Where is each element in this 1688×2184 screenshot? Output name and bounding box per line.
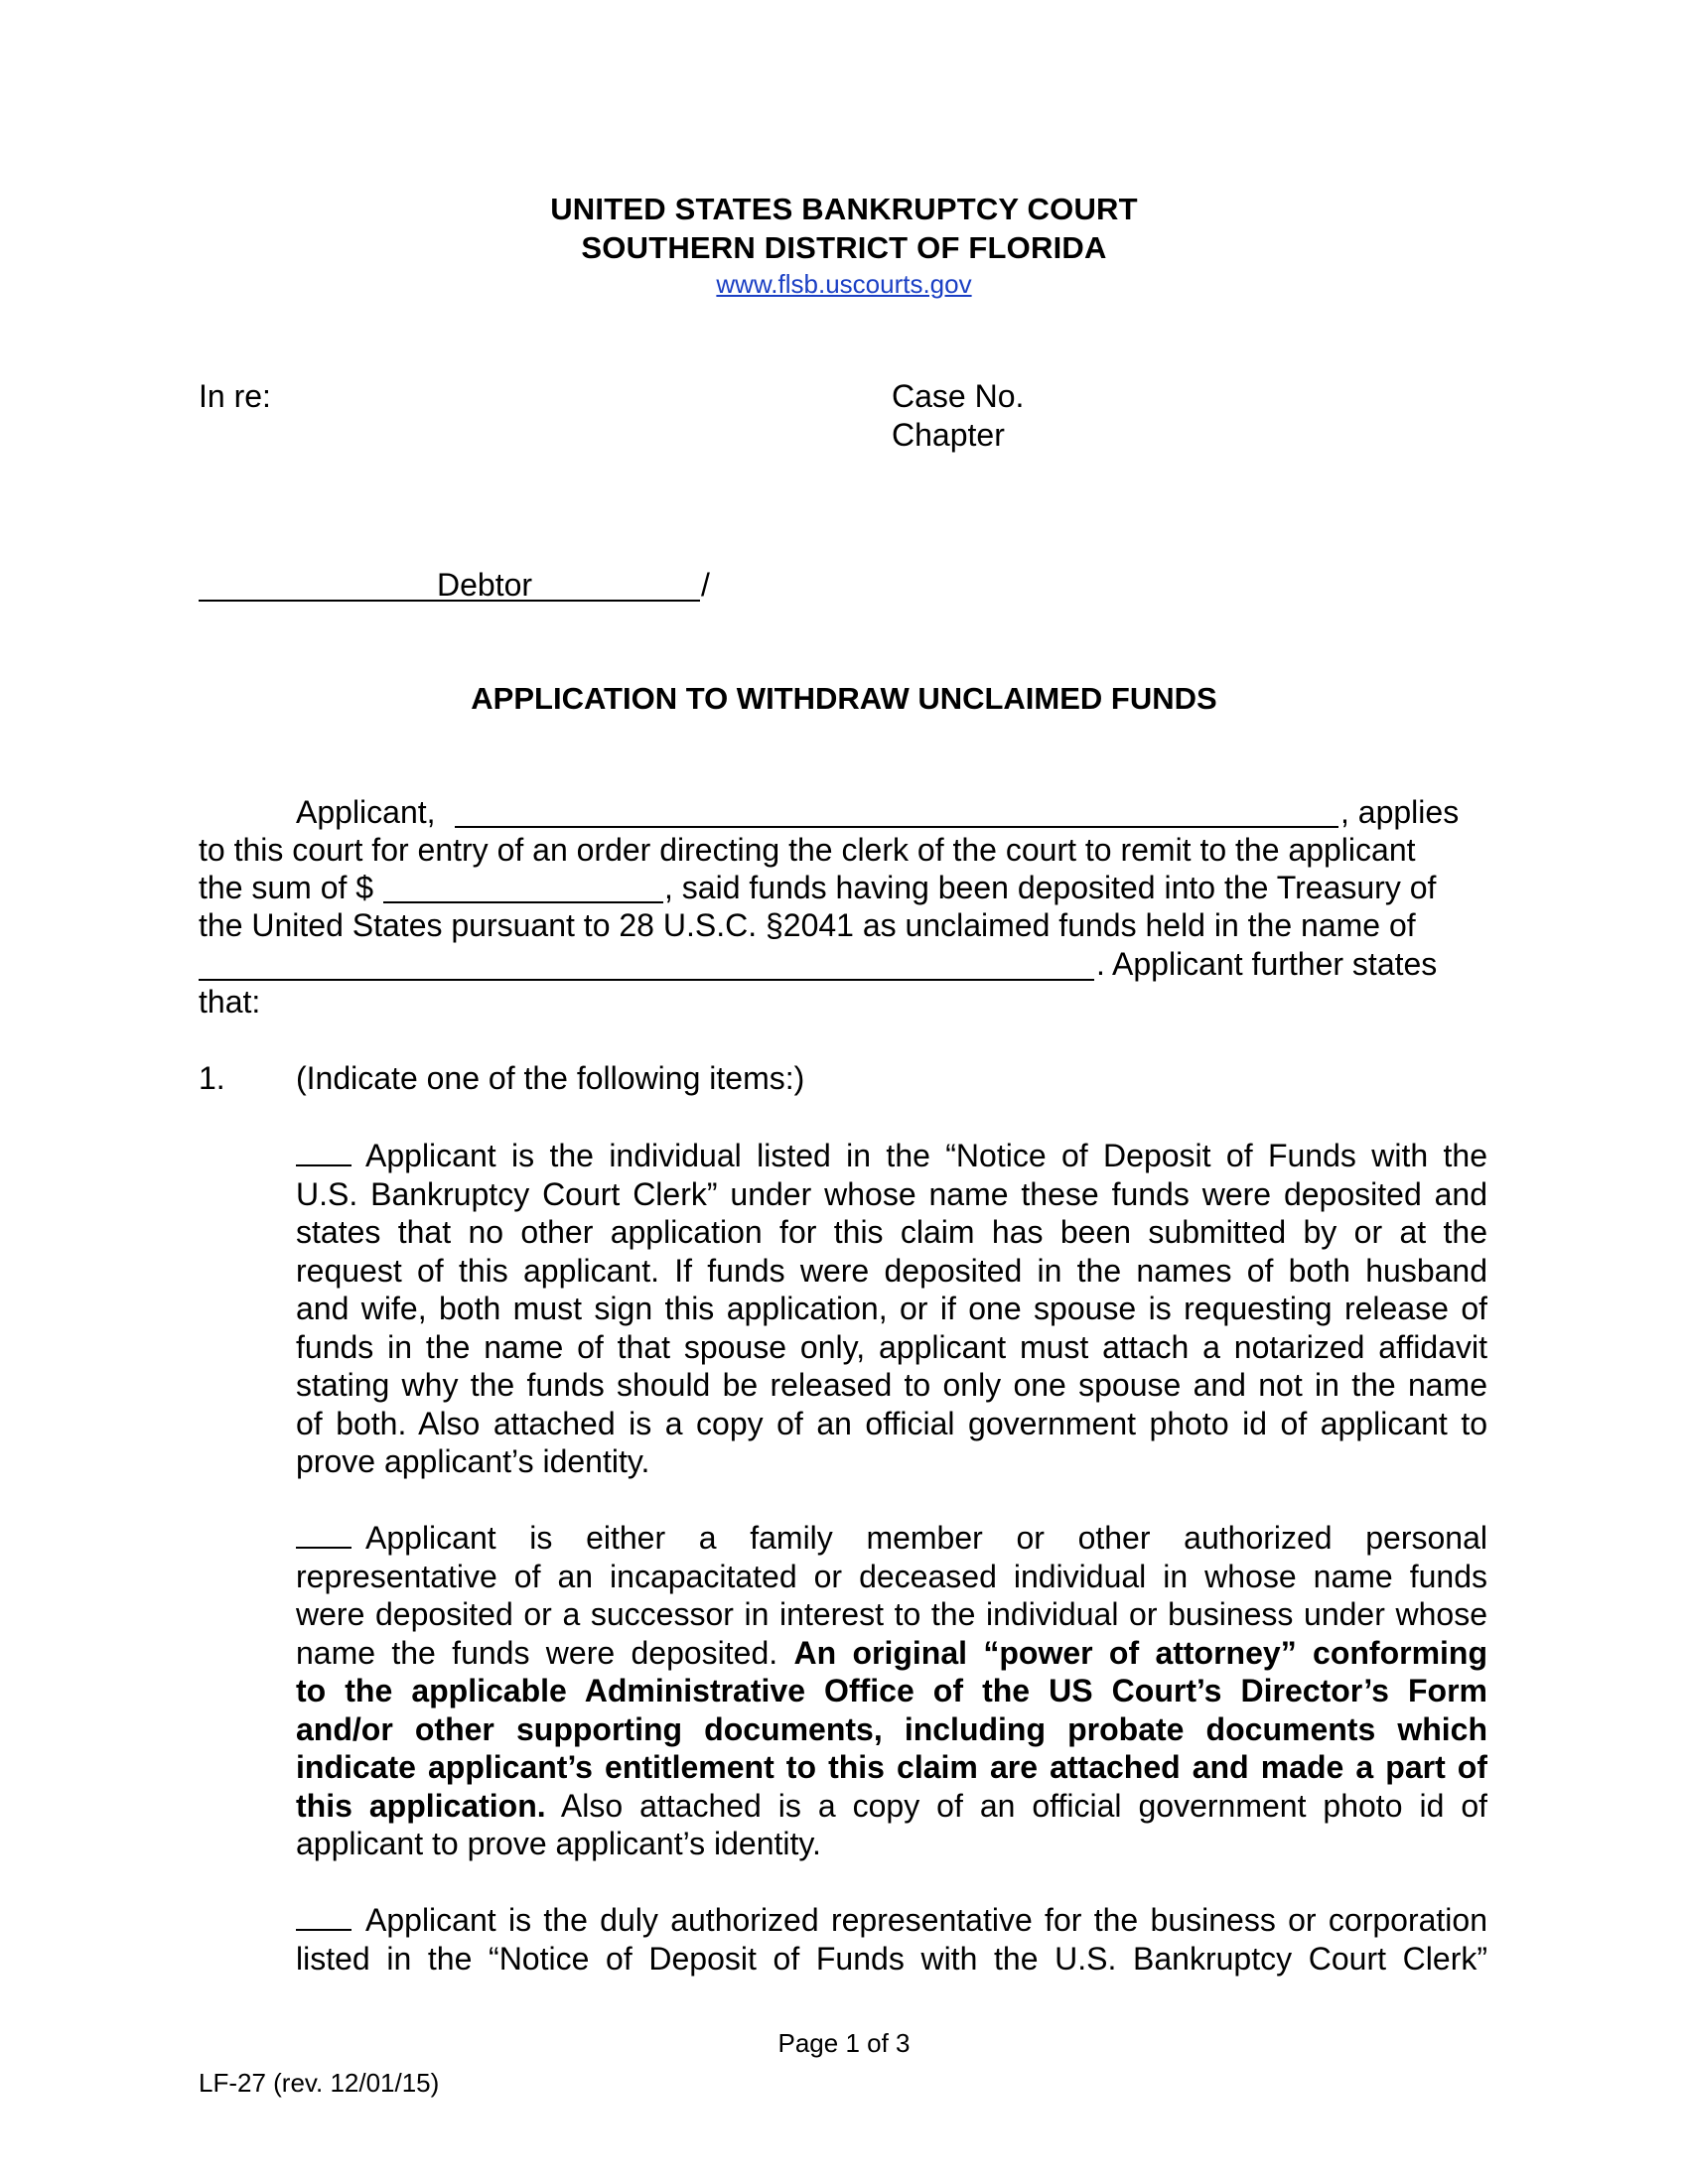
applies-text: , applies xyxy=(1340,794,1460,830)
debtor-label: Debtor xyxy=(437,567,533,603)
chapter-label: Chapter xyxy=(892,417,1005,453)
option-line: Applicant is the duly authorized representative for the business or corporation xyxy=(296,1901,1487,1940)
sum-label: the sum of $ xyxy=(199,870,374,905)
option-line: prove applicant’s identity. xyxy=(296,1443,650,1479)
option-line: U.S. Bankruptcy Court Clerk” under whose name these funds were deposited and xyxy=(296,1175,1487,1212)
held-in-name-field[interactable] xyxy=(199,979,1094,981)
option-representative xyxy=(296,1519,1487,1863)
in-re-label: In re: xyxy=(199,378,271,414)
option-line: applicant to prove applicant’s identity. xyxy=(296,1826,821,1861)
option-line: this application. Also attached is a copy of an official government photo id of xyxy=(296,1787,1487,1824)
page-number: Page 1 of 3 xyxy=(777,2028,911,2058)
applicant-name-field[interactable] xyxy=(455,826,1338,828)
item-number-1: 1. xyxy=(199,1060,225,1096)
option-line: indicate applicant’s entitlement to this claim are attached and made a part of xyxy=(296,1749,1487,1785)
item-instruction: (Indicate one of the following items:) xyxy=(296,1060,805,1096)
court-district: SOUTHERN DISTRICT OF FLORIDA xyxy=(581,230,1107,265)
court-website-link[interactable]: www.flsb.uscourts.gov xyxy=(716,269,972,299)
option-business-checkbox-line[interactable] xyxy=(296,1903,352,1931)
sum-amount-field[interactable] xyxy=(383,901,663,903)
option-line: Applicant is either a family member or other authorized personal xyxy=(296,1519,1487,1558)
debtor-slash: / xyxy=(701,567,710,603)
intro-line-4: the United States pursuant to 28 U.S.C. §2041 as unclaimed funds held in the name of xyxy=(199,907,1416,943)
intro-line-2: to this court for entry of an order directing the clerk of the court to remit to the applicant xyxy=(199,832,1416,868)
option-individual xyxy=(296,1137,1487,1481)
option-line: listed in the “Notice of Deposit of Funds with the U.S. Bankruptcy Court Clerk” xyxy=(296,1940,1487,1977)
option-line: to the applicable Administrative Office of the US Court’s Director’s Form xyxy=(296,1673,1487,1708)
option-line: states that no other application for this claim has been submitted by or at the xyxy=(296,1214,1487,1250)
applicant-label: Applicant, xyxy=(296,794,436,830)
option-representative-checkbox-line[interactable] xyxy=(296,1521,352,1549)
option-line: request of this applicant. If funds were deposited in the names of both husband xyxy=(296,1252,1487,1289)
option-line: and/or other supporting documents, including probate documents which xyxy=(296,1710,1487,1747)
option-business xyxy=(296,1901,1487,1978)
sum-suffix-text: , said funds having been deposited into the Treasury of xyxy=(664,870,1437,905)
option-line: were deposited or a successor in interest to the individual or business under whose xyxy=(296,1596,1487,1632)
further-states-text: . Applicant further states xyxy=(1096,946,1438,982)
option-line: stating why the funds should be released to only one spouse and not in the name xyxy=(296,1367,1487,1403)
option-line: name the funds were deposited. An original “power of attorney” conforming xyxy=(296,1634,1487,1671)
option-line: Applicant is the individual listed in the “Notice of Deposit of Funds with the xyxy=(296,1137,1487,1175)
option-individual-checkbox-line[interactable] xyxy=(296,1139,352,1166)
option-line: and wife, both must sign this application, or if one spouse is requesting release of xyxy=(296,1291,1487,1326)
document-title: APPLICATION TO WITHDRAW UNCLAIMED FUNDS xyxy=(471,681,1217,716)
intro-line-6: that: xyxy=(199,984,261,1020)
option-line: representative of an incapacitated or deceased individual in whose name funds xyxy=(296,1558,1487,1594)
option-line: of both. Also attached is a copy of an official government photo id of applicant to xyxy=(296,1405,1487,1441)
case-no-label: Case No. xyxy=(892,378,1025,414)
option-line: funds in the name of that spouse only, applicant must attach a notarized affidavit xyxy=(296,1328,1487,1365)
form-number: LF-27 (rev. 12/01/15) xyxy=(199,2068,440,2098)
court-name: UNITED STATES BANKRUPTCY COURT xyxy=(550,192,1138,226)
